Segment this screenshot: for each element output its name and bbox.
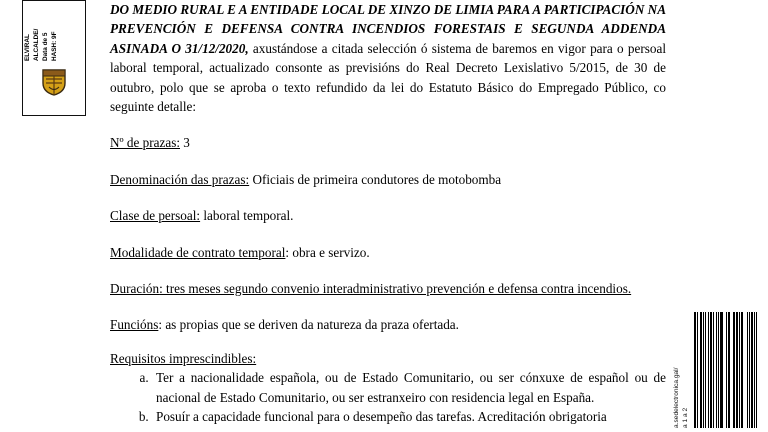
header-paragraph-italic: DO MEDIO RURAL E A ENTIDADE LOCAL DE XINZO DE LIMIA PARA A PARTICIPACIÓN NA PREVENCIÓN E DEFENSA CONTRA INCENDIOS FORESTAIS E SEGUNDA ADDENDA ASINADA O 31/12/2020, (110, 2, 666, 56)
requirements-list (110, 368, 666, 426)
coat-of-arms-icon (37, 63, 71, 97)
field-label-modalidade-contrato: Modalidade de contrato temporal (110, 244, 286, 260)
field-denominacion (110, 170, 666, 189)
field-clase-persoal (110, 206, 666, 225)
field-label-denominacion: Denominación das prazas: (110, 171, 250, 187)
document-body (110, 0, 666, 427)
field-label-numero-prazas: Nº de prazas: (110, 135, 180, 151)
list-item: a. Ter a nacionalidade española, ou de Estado Comunitario, ou ser cónxuxe de español ou de nacional de Estado Comunitario, ou ser estranxeiro con residencia legal en España. (152, 368, 666, 407)
field-label-duracion: Duración (110, 281, 160, 297)
field-value-modalidade-contrato: : obra e servizo. (285, 244, 370, 260)
field-value-numero-prazas: 3 (180, 135, 190, 151)
field-label-clase-persoal: Clase de persoal: (110, 208, 201, 224)
barcode-area (673, 312, 760, 432)
barcode-page-text: a 1 a 2 (682, 407, 689, 428)
signature-stamp-text (23, 3, 85, 61)
field-value-duracion: : tres meses segundo convenio interadministrativo prevención e defensa contra incendios. (159, 281, 632, 297)
field-numero-prazas (110, 133, 666, 152)
stamp-line-1: ELVIRAL (24, 34, 31, 61)
header-paragraph-rest: axustándose a citada selección ó sistema de baremos en vigor para o persoal laboral temporal, actualizado consonte as previsións do Real Decreto Lexislativo 5/2015, de 30 de outubro, polo que se aproba o texto refundido da lei do Estatuto Básico do Empregado Público, co seguinte detalle: (110, 40, 666, 115)
field-duracion (110, 279, 666, 298)
field-funcions (110, 315, 666, 334)
barcode-vertical-text (673, 312, 694, 428)
barcode-url-text: a.sedelectronica.gal/ (673, 367, 680, 428)
requirements-heading (110, 349, 666, 368)
stamp-line-4: HASH: 9F (51, 31, 58, 61)
stamp-line-2: ALCALDE/ (33, 28, 40, 61)
field-value-funcions: : as propias que se deriven da natureza da praza ofertada. (158, 317, 459, 333)
field-label-funcions: Funcións (110, 317, 159, 333)
list-item: b. Posuír a capacidade funcional para o desempeño das tarefas. Acreditación obrigatoria (152, 407, 666, 426)
requirements-label: Requisitos imprescindibles: (110, 350, 257, 366)
field-value-clase-persoal: laboral temporal. (200, 208, 294, 224)
stamp-line-3: Data de 5 (42, 32, 49, 61)
signature-stamp-box (22, 0, 86, 116)
field-value-denominacion: Oficiais de primeira condutores de motobomba (249, 171, 502, 187)
field-modalidade-contrato (110, 243, 666, 262)
header-paragraph (110, 0, 666, 116)
barcode-image (694, 312, 758, 428)
